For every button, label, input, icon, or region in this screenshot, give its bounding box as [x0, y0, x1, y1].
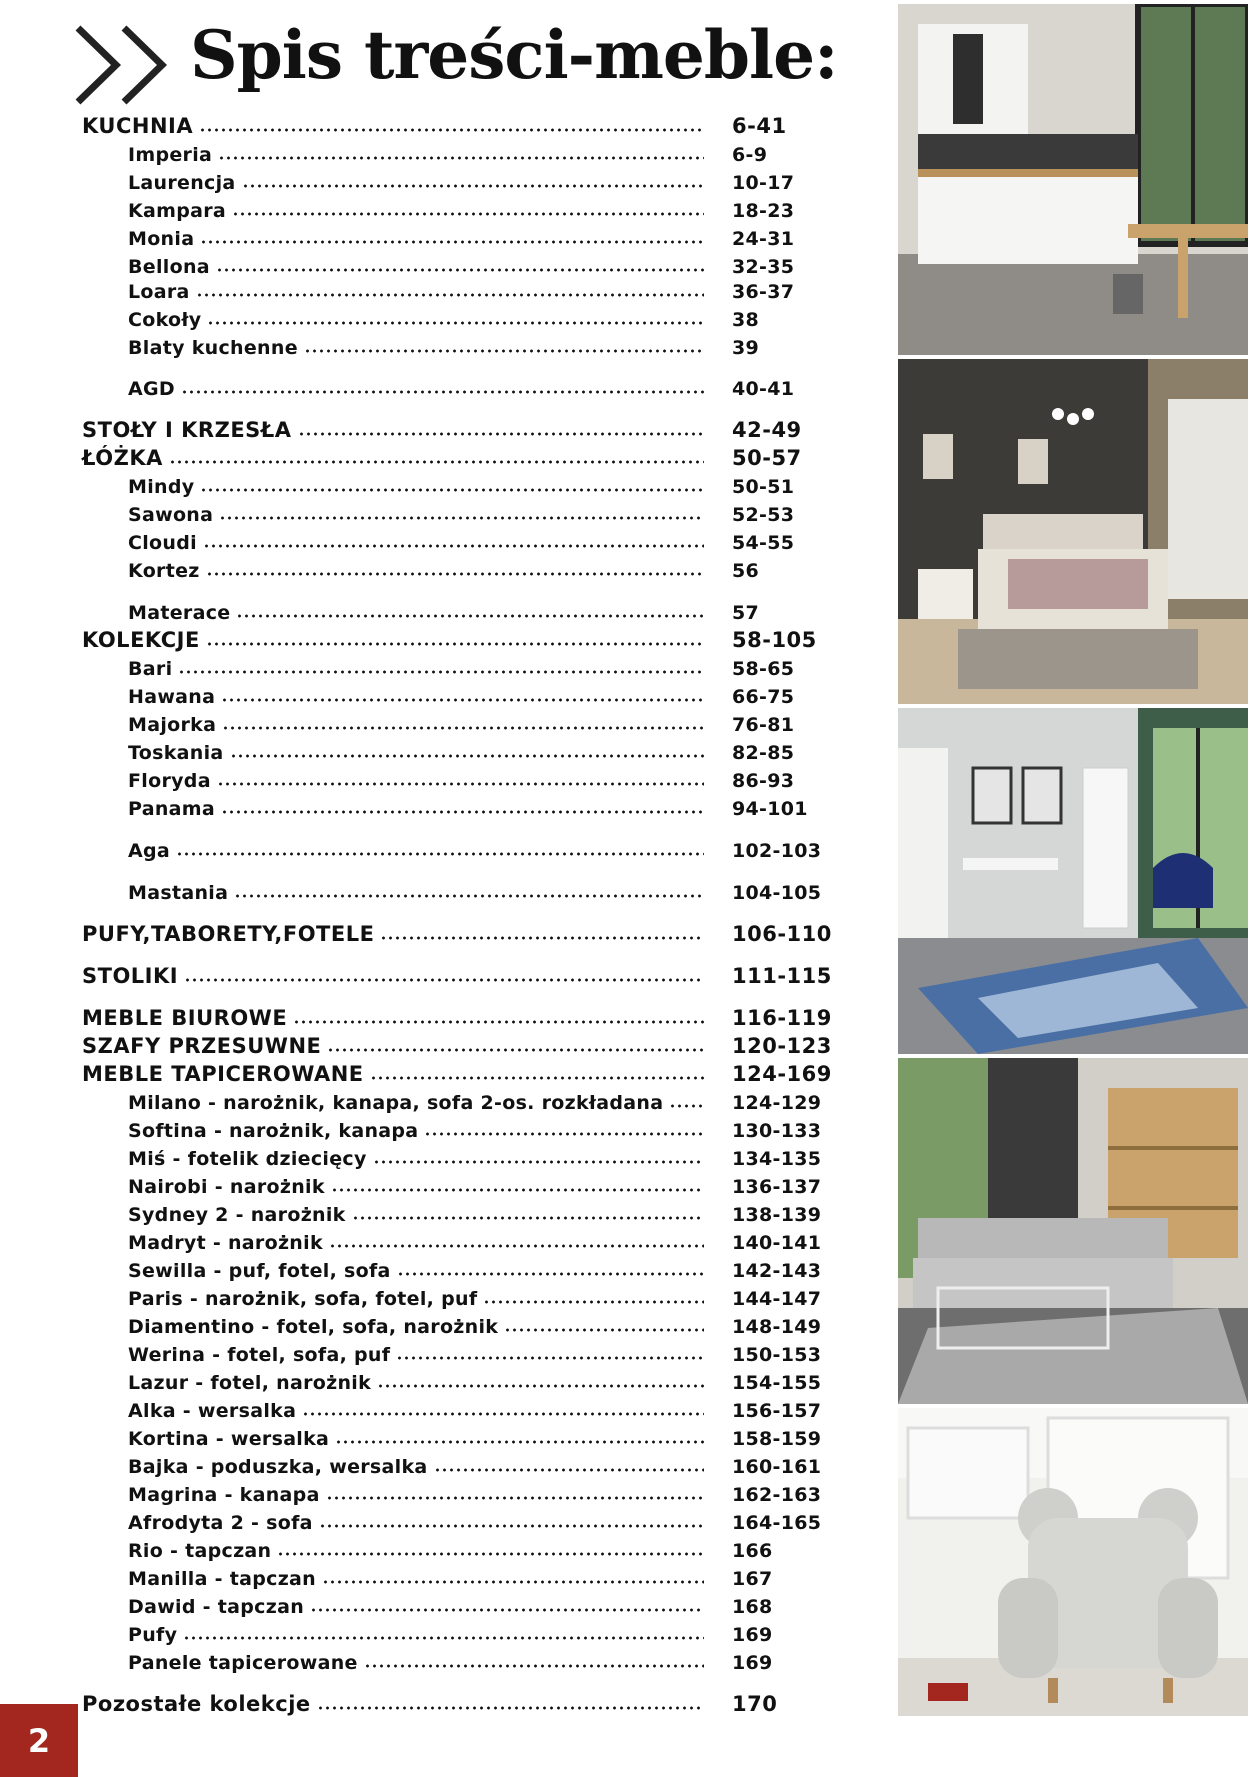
toc-entry-row: [128, 376, 795, 400]
toc-entry-row: [128, 279, 795, 303]
toc-page-range: 164-165: [732, 1512, 822, 1534]
dot-leader: [207, 321, 704, 325]
toc-page-range: 52-53: [732, 504, 795, 526]
toc-entry-row: [128, 254, 795, 278]
toc-entry-row: [128, 1314, 822, 1338]
toc-entry-row: [128, 1230, 822, 1254]
dot-leader: [232, 212, 704, 216]
toc-page-range: 170: [732, 1692, 778, 1716]
toc-label: Pufy: [128, 1624, 183, 1646]
toc-category-row: [82, 114, 787, 138]
dot-leader: [230, 754, 704, 758]
toc-page-range: 134-135: [732, 1148, 822, 1170]
dot-leader: [483, 1300, 704, 1304]
toc-label: Monia: [128, 228, 200, 250]
toc-page-range: 50-57: [732, 446, 802, 470]
dot-leader: [327, 1048, 704, 1052]
toc-entry-row: [128, 880, 822, 904]
dot-leader: [302, 1412, 704, 1416]
toc-label: Panama: [128, 798, 221, 820]
dot-leader: [397, 1272, 704, 1276]
dot-leader: [326, 1496, 704, 1500]
toc-label: Imperia: [128, 144, 218, 166]
toc-page-range: 144-147: [732, 1288, 822, 1310]
toc-label: Mastania: [128, 882, 234, 904]
toc-label: Afrodyta 2 - sofa: [128, 1512, 319, 1534]
toc-label: ŁÓŻKA: [82, 446, 169, 470]
toc-entry-row: [128, 198, 795, 222]
toc-page-range: 138-139: [732, 1204, 822, 1226]
toc-label: Kortez: [128, 560, 206, 582]
toc-label: Hawana: [128, 686, 221, 708]
toc-entry-row: [128, 1258, 822, 1282]
dot-leader: [234, 894, 704, 898]
toc-page-range: 140-141: [732, 1232, 822, 1254]
toc-entry-row: [128, 1510, 822, 1534]
toc-page-range: 76-81: [732, 714, 795, 736]
toc-page-range: 148-149: [732, 1316, 822, 1338]
toc-entry-row: [128, 1566, 773, 1590]
toc-page-range: 162-163: [732, 1484, 822, 1506]
toc-entry-row: [128, 712, 795, 736]
toc-entry-row: [128, 656, 795, 680]
office-photo: [898, 708, 1248, 1054]
dot-leader: [206, 572, 704, 576]
toc-entry-row: [128, 307, 760, 331]
dot-leader: [236, 614, 704, 618]
toc-label: Aga: [128, 840, 176, 862]
toc-page-range: 124-129: [732, 1092, 822, 1114]
toc-label: Nairobi - narożnik: [128, 1176, 331, 1198]
dot-leader: [200, 240, 704, 244]
toc-page-range: 38: [732, 309, 760, 331]
dot-leader: [424, 1132, 704, 1136]
toc-entry-row: [128, 1594, 773, 1618]
toc-label: Manilla - tapczan: [128, 1568, 322, 1590]
dot-leader: [203, 544, 704, 548]
toc-page-range: 158-159: [732, 1428, 822, 1450]
toc-entry-row: [128, 1538, 773, 1562]
toc-label: Bellona: [128, 256, 216, 278]
toc-entry-row: [128, 170, 795, 194]
toc-entry-row: [128, 796, 808, 820]
toc-page-range: 36-37: [732, 281, 795, 303]
toc-page-range: 111-115: [732, 964, 832, 988]
dot-leader: [370, 1076, 704, 1080]
dot-leader: [364, 1664, 704, 1668]
toc-label: Miś - fotelik dziecięcy: [128, 1148, 373, 1170]
dot-leader: [380, 936, 704, 940]
toc-label: Panele tapicerowane: [128, 1652, 364, 1674]
toc-page-range: 39: [732, 337, 760, 359]
toc-page-range: 169: [732, 1652, 773, 1674]
dot-leader: [373, 1160, 704, 1164]
dot-leader: [218, 156, 704, 160]
toc-page-range: 150-153: [732, 1344, 822, 1366]
toc-page-range: 142-143: [732, 1260, 822, 1282]
toc-entry-row: [128, 1342, 822, 1366]
toc-page-range: 50-51: [732, 476, 795, 498]
dot-leader: [183, 1636, 704, 1640]
toc-page-range: 24-31: [732, 228, 795, 250]
toc-page-range: 136-137: [732, 1176, 822, 1198]
dot-leader: [242, 184, 704, 188]
toc-label: SZAFY PRZESUWNE: [82, 1034, 327, 1058]
dot-leader: [304, 349, 704, 353]
toc-page-range: 169: [732, 1624, 773, 1646]
dot-leader: [181, 390, 704, 394]
toc-label: Diamentino - fotel, sofa, narożnik: [128, 1316, 504, 1338]
toc-entry-row: [128, 1146, 822, 1170]
dot-leader: [217, 782, 704, 786]
toc-label: Sewilla - puf, fotel, sofa: [128, 1260, 397, 1282]
dot-leader: [199, 128, 704, 132]
toc-page-range: 167: [732, 1568, 773, 1590]
toc-entry-row: [128, 838, 822, 862]
toc-label: Cloudi: [128, 532, 203, 554]
dot-leader: [377, 1384, 704, 1388]
dot-leader: [352, 1216, 704, 1220]
toc-category-row: [82, 1034, 832, 1058]
toc-label: PUFY,TABORETY,FOTELE: [82, 922, 380, 946]
dot-leader: [277, 1552, 704, 1556]
toc-entry-row: [128, 600, 760, 624]
toc-entry-row: [128, 530, 795, 554]
toc-label: Sawona: [128, 504, 219, 526]
toc-page-range: 168: [732, 1596, 773, 1618]
dot-leader: [322, 1580, 704, 1584]
toc-entry-row: [128, 1426, 822, 1450]
dot-leader: [298, 432, 704, 436]
toc-entry-row: [128, 502, 795, 526]
dot-leader: [221, 810, 704, 814]
toc-page-range: 18-23: [732, 200, 795, 222]
dot-leader: [293, 1020, 704, 1024]
toc-entry-row: [128, 1650, 773, 1674]
dot-leader: [176, 852, 704, 856]
toc-label: Toskania: [128, 742, 230, 764]
page-number-badge: 2: [0, 1704, 78, 1777]
toc-entry-row: [128, 226, 795, 250]
dot-leader: [206, 642, 704, 646]
toc-label: Rio - tapczan: [128, 1540, 277, 1562]
dot-leader: [216, 268, 704, 272]
dot-leader: [178, 670, 704, 674]
toc-page-range: 54-55: [732, 532, 795, 554]
dot-leader: [434, 1468, 704, 1472]
toc-page-range: 56: [732, 560, 760, 582]
toc-page-range: 32-35: [732, 256, 795, 278]
photo-column: [898, 4, 1248, 1716]
toc-page-range: 160-161: [732, 1456, 822, 1478]
toc-label: Bari: [128, 658, 178, 680]
toc-entry-row: [128, 142, 768, 166]
toc-entry-row: [128, 1622, 773, 1646]
toc-label: Magrina - kanapa: [128, 1484, 326, 1506]
toc-label: Kampara: [128, 200, 232, 222]
page-title: Spis treści-meble:: [190, 16, 838, 94]
toc-entry-row: [128, 684, 795, 708]
toc-page-range: 82-85: [732, 742, 795, 764]
dot-leader: [669, 1104, 704, 1108]
dot-leader: [329, 1244, 704, 1248]
toc-entry-row: [128, 740, 795, 764]
toc-page-range: 124-169: [732, 1062, 832, 1086]
toc-label: Blaty kuchenne: [128, 337, 304, 359]
toc-page-range: 104-105: [732, 882, 822, 904]
toc-category-row: [82, 1692, 778, 1716]
toc-page-range: 156-157: [732, 1400, 822, 1422]
toc-page-range: 106-110: [732, 922, 832, 946]
bedroom-photo: [898, 359, 1248, 704]
toc-category-row: [82, 1062, 832, 1086]
toc-entry-row: [128, 1398, 822, 1422]
toc-category-row: [82, 418, 802, 442]
toc-label: Werina - fotel, sofa, puf: [128, 1344, 396, 1366]
toc-entry-row: [128, 1202, 822, 1226]
dot-leader: [184, 978, 704, 982]
toc-label: Alka - wersalka: [128, 1400, 302, 1422]
toc-page-range: 154-155: [732, 1372, 822, 1394]
toc-entry-row: [128, 474, 795, 498]
toc-category-row: [82, 964, 832, 988]
toc-page-range: 94-101: [732, 798, 808, 820]
toc-label: Lazur - fotel, narożnik: [128, 1372, 377, 1394]
toc-label: Bajka - poduszka, wersalka: [128, 1456, 434, 1478]
toc-page-range: 130-133: [732, 1120, 822, 1142]
toc-category-row: [82, 922, 832, 946]
toc-entry-row: [128, 1454, 822, 1478]
toc-label: KOLEKCJE: [82, 628, 206, 652]
sofa-photo: [898, 1058, 1248, 1404]
dot-leader: [335, 1440, 704, 1444]
dot-leader: [222, 726, 704, 730]
toc-entry-row: [128, 558, 760, 582]
toc-label: AGD: [128, 378, 181, 400]
toc-page-range: 166: [732, 1540, 773, 1562]
toc-page-range: 86-93: [732, 770, 795, 792]
toc-page-range: 6-41: [732, 114, 787, 138]
dot-leader: [331, 1188, 704, 1192]
toc-page-range: 6-9: [732, 144, 768, 166]
kitchen-photo: [898, 4, 1248, 355]
dot-leader: [317, 1706, 704, 1710]
dot-leader: [319, 1524, 704, 1528]
toc-page-range: 58-65: [732, 658, 795, 680]
toc-page-range: 58-105: [732, 628, 817, 652]
dot-leader: [196, 293, 704, 297]
toc-page-range: 120-123: [732, 1034, 832, 1058]
dot-leader: [310, 1608, 704, 1612]
toc-label: Majorka: [128, 714, 222, 736]
dot-leader: [396, 1356, 704, 1360]
toc-page-range: 116-119: [732, 1006, 832, 1030]
toc-category-row: [82, 446, 802, 470]
toc-page-range: 42-49: [732, 418, 802, 442]
toc-entry-row: [128, 1118, 822, 1142]
dot-leader: [200, 488, 704, 492]
toc-label: Milano - narożnik, kanapa, sofa 2-os. rozkładana: [128, 1092, 669, 1114]
toc-page-range: 10-17: [732, 172, 795, 194]
toc-entry-row: [128, 1482, 822, 1506]
toc-page-range: 57: [732, 602, 760, 624]
toc-entry-row: [128, 768, 795, 792]
toc-label: Laurencja: [128, 172, 242, 194]
toc-label: Materace: [128, 602, 236, 624]
toc-label: Kortina - wersalka: [128, 1428, 335, 1450]
dot-leader: [169, 460, 704, 464]
dot-leader: [221, 698, 704, 702]
toc-label: STOŁY I KRZESŁA: [82, 418, 298, 442]
toc-entry-row: [128, 1286, 822, 1310]
toc-label: Paris - narożnik, sofa, fotel, puf: [128, 1288, 483, 1310]
toc-label: Loara: [128, 281, 196, 303]
toc-entry-row: [128, 1370, 822, 1394]
kids-armchair-photo: [898, 1408, 1248, 1716]
toc-category-row: [82, 1006, 832, 1030]
toc-label: MEBLE TAPICEROWANE: [82, 1062, 370, 1086]
toc-label: Softina - narożnik, kanapa: [128, 1120, 424, 1142]
toc-page-range: 66-75: [732, 686, 795, 708]
toc-category-row: [82, 628, 817, 652]
toc-label: STOLIKI: [82, 964, 184, 988]
toc-label: Mindy: [128, 476, 200, 498]
dot-leader: [504, 1328, 704, 1332]
toc-page-range: 40-41: [732, 378, 795, 400]
dot-leader: [219, 516, 704, 520]
toc-label: Pozostałe kolekcje: [82, 1692, 317, 1716]
toc-entry-row: [128, 1174, 822, 1198]
toc-label: KUCHNIA: [82, 114, 199, 138]
toc-entry-row: [128, 335, 760, 359]
toc-label: Dawid - tapczan: [128, 1596, 310, 1618]
toc-page-range: 102-103: [732, 840, 822, 862]
toc-label: Sydney 2 - narożnik: [128, 1204, 352, 1226]
toc-label: MEBLE BIUROWE: [82, 1006, 293, 1030]
toc-label: Cokoły: [128, 309, 207, 331]
toc-label: Madryt - narożnik: [128, 1232, 329, 1254]
toc-label: Floryda: [128, 770, 217, 792]
toc-entry-row: [128, 1090, 822, 1114]
